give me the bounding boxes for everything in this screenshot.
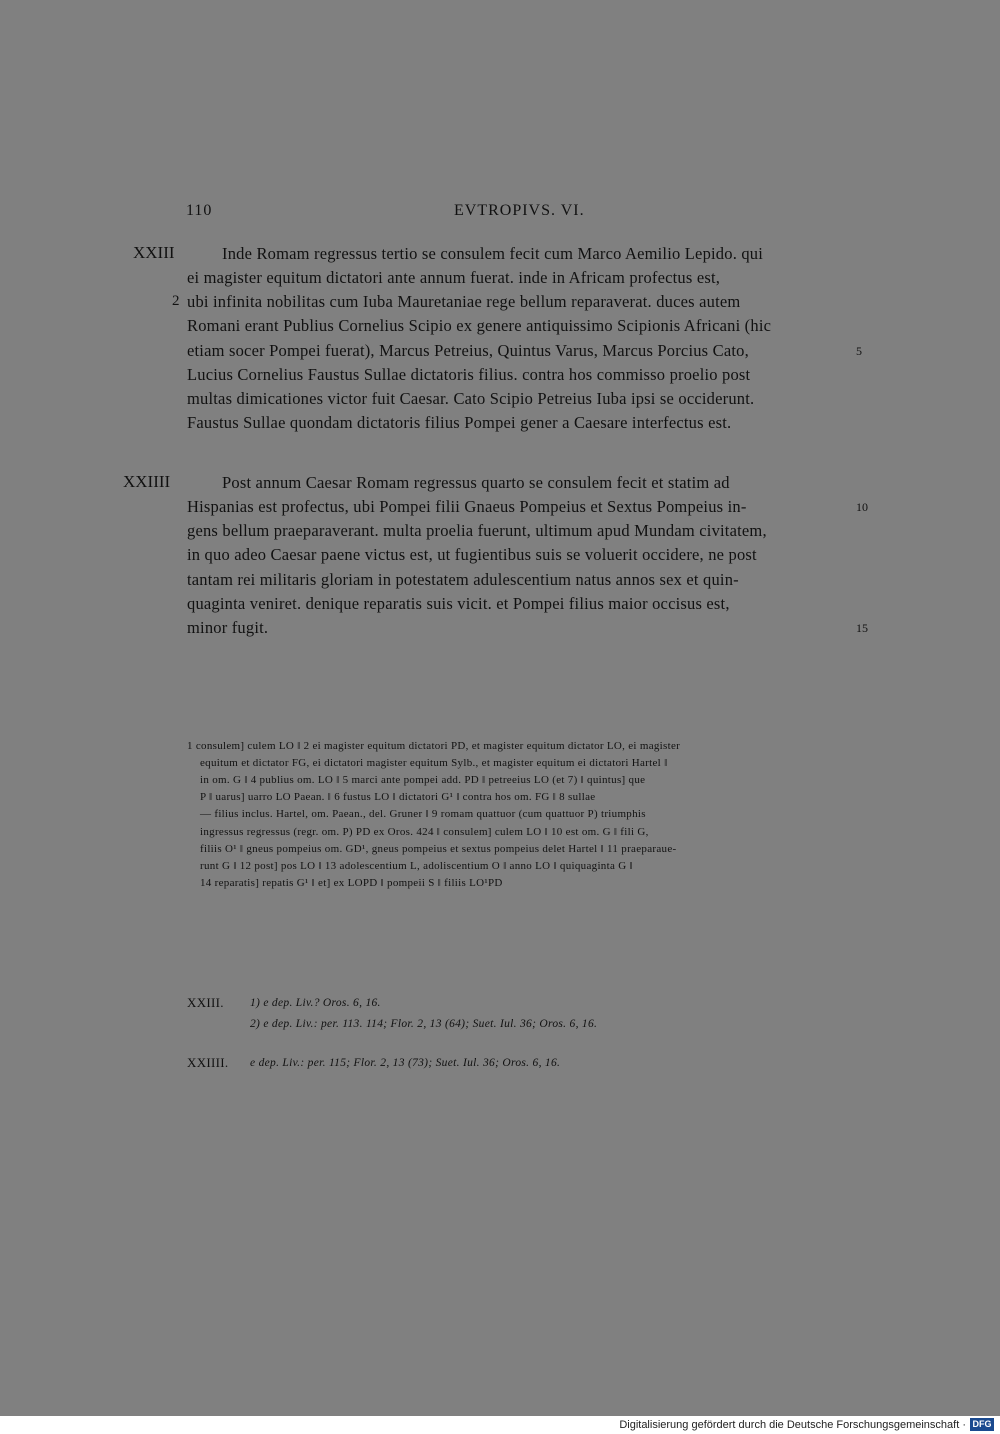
- text-line: Post annum Caesar Romam regressus quarto se consulem fecit et statim ad: [222, 473, 730, 492]
- text-line: Hispanias est profectus, ubi Pompei filii Gnaeus Pompeius et Sextus Pompeius in-: [187, 497, 747, 516]
- text-line: Romani erant Publius Cornelius Scipio ex genere antiquissimo Scipionis Africani (hic: [187, 316, 772, 335]
- apparatus-line: ingressus regressus (regr. om. P) PD ex Oros. 424 ‖ consulem] culem LO ‖ 10 est om. G ‖ fili G,: [200, 826, 649, 838]
- text-line: quaginta veniret. denique reparatis suis vicit. et Pompei filius maior occisus est,: [187, 594, 730, 613]
- dfg-logo: DFG: [970, 1418, 994, 1431]
- text-line: multas dimicationes victor fuit Caesar. Cato Scipio Petreius Iuba ipsi se occiderunt.: [187, 389, 755, 408]
- source-text: 2) e dep. Liv.: per. 113. 114; Flor. 2, 13 (64); Suet. Iul. 36; Oros. 6, 16.: [250, 1018, 598, 1030]
- source-label: XXIII.: [187, 995, 224, 1010]
- footer-credit: Digitalisierung gefördert durch die Deutsche Forschungsgemeinschaft ·: [619, 1419, 966, 1431]
- running-title: EVTROPIVS. VI.: [454, 202, 585, 219]
- apparatus-line: 1 consulem] culem LO ‖ 2 ei magister equitum dictatori PD, et magister equitum dictator LO, ei magister: [187, 740, 681, 752]
- section-number: XXIIII: [123, 472, 171, 491]
- text-line: etiam socer Pompei fuerat), Marcus Petreius, Quintus Varus, Marcus Porcius Cato,: [187, 341, 749, 360]
- section-number: XXIII: [133, 243, 175, 262]
- text-line: minor fugit.: [187, 618, 269, 637]
- line-marker: 15: [856, 621, 868, 635]
- apparatus-line: equitum et dictator FG, ei dictatori magister equitum Sylb., et magister equitum ei dictatori Hartel ‖: [200, 757, 668, 769]
- text-line: gens bellum praeparaverant. multa proelia fuerunt, ultimum apud Mundam civitatem,: [187, 521, 767, 540]
- apparatus-line: 14 reparatis] repatis G¹ ‖ et] ex LOPD ‖ pompeii S ‖ filiis LO¹PD: [200, 877, 503, 889]
- line-marker: 5: [856, 344, 862, 358]
- text-line: ubi infinita nobilitas cum Iuba Mauretaniae rege bellum reparaverat. duces autem: [187, 292, 741, 311]
- apparatus-line: in om. G ‖ 4 publius om. LO ‖ 5 marci ante pompei add. PD ‖ petreeius LO (et 7) ‖ quintus] que: [200, 774, 646, 786]
- text-line: in quo adeo Caesar paene victus est, ut fugientibus suis se voluerit occidere, ne post: [187, 545, 757, 564]
- line-marker: 10: [856, 500, 868, 514]
- source-label: XXIIII.: [187, 1055, 229, 1070]
- text-line: ei magister equitum dictatori ante annum fuerat. inde in Africam profectus est,: [187, 268, 721, 287]
- source-text: e dep. Liv.: per. 115; Flor. 2, 13 (73); Suet. Iul. 36; Oros. 6, 16.: [250, 1057, 561, 1069]
- text-line: Inde Romam regressus tertio se consulem fecit cum Marco Aemilio Lepido. qui: [222, 244, 764, 263]
- line-marker: 2: [172, 293, 180, 309]
- apparatus-line: filiis O¹ ‖ gneus pompeius om. GD¹, gneus pompeius et sextus pompeius delet Hartel ‖ 11 praeparaue-: [200, 843, 677, 855]
- text-line: Faustus Sullae quondam dictatoris filius Pompei gener a Caesare interfectus est.: [187, 413, 732, 432]
- text-line: tantam rei militaris gloriam in potestatem adulescentium natus annos sex et quin-: [187, 570, 739, 589]
- page-number: 110: [186, 202, 213, 219]
- source-text: 1) e dep. Liv.? Oros. 6, 16.: [250, 997, 381, 1009]
- apparatus-line: — filius inclus. Hartel, om. Paean., del. Gruner ‖ 9 romam quattuor (cum quattuor P) triumphis: [200, 808, 646, 820]
- text-line: Lucius Cornelius Faustus Sullae dictatoris filius. contra hos commisso proelio post: [187, 365, 751, 384]
- apparatus-line: runt G ‖ 12 post] pos LO ‖ 13 adolescentium L, adoliscentium O ‖ anno LO ‖ quiquaginta G ‖: [200, 860, 633, 872]
- apparatus-line: P ‖ uarus] uarro LO Paean. ‖ 6 fustus LO ‖ dictatori G¹ ‖ contra hos om. FG ‖ 8 sullae: [200, 791, 596, 803]
